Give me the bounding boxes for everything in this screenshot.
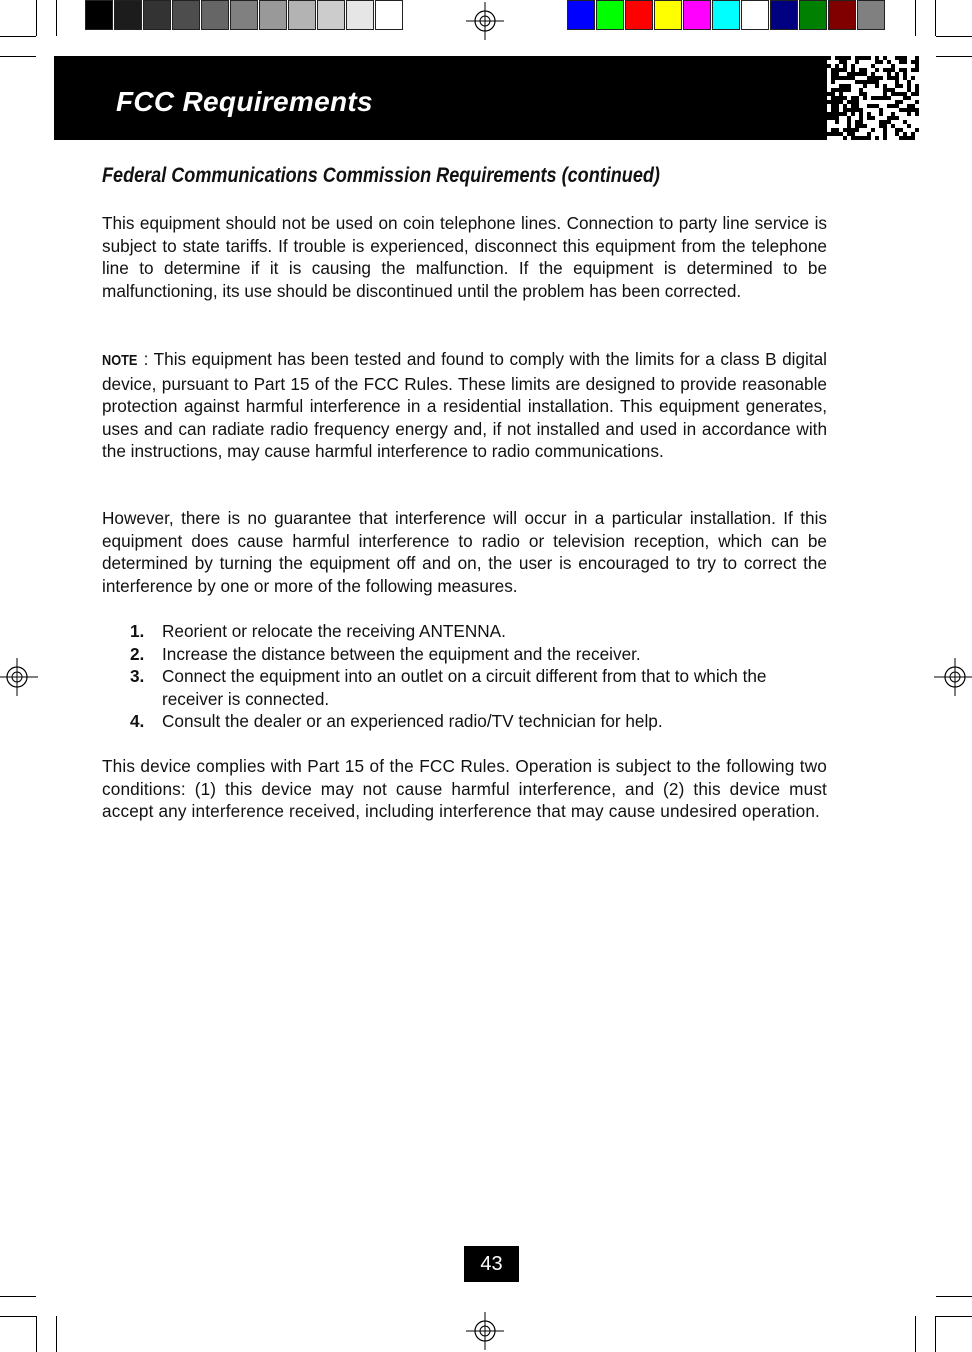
barcode-cell [835,104,839,108]
gray-swatch [288,0,316,30]
barcode-cell [859,108,863,112]
barcode-cell [851,128,855,132]
barcode-cell [827,56,831,60]
list-number: 4. [130,711,145,732]
barcode-cell [891,76,895,80]
barcode-cell [847,108,851,112]
color-swatch [654,0,682,30]
barcode-cell [839,68,843,72]
barcode-cell [843,96,847,100]
barcode-cell [835,100,839,104]
barcode-cell [831,100,835,104]
barcode-cell [863,124,867,128]
barcode-cell [915,84,919,88]
barcode-cell [843,128,847,132]
barcode-cell [827,100,831,104]
barcode-cell [863,84,867,88]
barcode-cell [847,88,851,92]
gray-swatch [375,0,403,30]
gray-swatch [201,0,229,30]
barcode-cell [891,116,895,120]
barcode-cell [855,60,859,64]
barcode-cell [835,72,839,76]
barcode-cell [863,80,867,84]
barcode-cell [879,96,883,100]
barcode-cell [855,104,859,108]
barcode-cell [835,76,839,80]
registration-mark-icon [0,658,38,696]
barcode-cell [847,100,851,104]
gray-swatch [346,0,374,30]
barcode-cell [851,96,855,100]
measures-list [102,620,827,733]
barcode-cell [911,68,915,72]
barcode-cell [867,132,871,136]
barcode-cell [883,128,887,132]
barcode-cell [835,116,839,120]
barcode-cell [843,88,847,92]
barcode-cell [847,124,851,128]
barcode-cell [859,112,863,116]
barcode-cell [907,104,911,108]
barcode-cell [855,136,859,140]
barcode-cell [851,104,855,108]
note-text: : This equipment has been tested and found to comply with the limits for a class B digital device, pursuant to Part 15 of the FCC Rules. These limits are designed to provide reasonable protection against harmful interference in a residential installation. This equipment generates, uses and can radiate radio frequency energy and, if not installed and used in accordance with the instructions, may cause harmful interference to radio communications. [102,349,827,462]
barcode-cell [883,132,887,136]
gray-swatch [143,0,171,30]
barcode-cell [879,108,883,112]
barcode-cell [879,76,883,80]
barcode-cell [915,88,919,92]
barcode-cell [859,124,863,128]
barcode-cell [887,96,891,100]
barcode-cell [871,104,875,108]
barcode-cell [903,72,907,76]
barcode-cell [839,88,843,92]
list-item [102,620,827,643]
barcode-cell [887,116,891,120]
barcode-cell [895,72,899,76]
barcode-cell [903,76,907,80]
barcode-cell [827,64,831,68]
grayscale-calibration-bar [85,0,405,30]
barcode-cell [871,116,875,120]
barcode-cell [831,80,835,84]
barcode-cell [911,132,915,136]
barcode-cell [895,56,899,60]
barcode-cell [907,84,911,88]
barcode-cell [839,100,843,104]
gray-swatch [172,0,200,30]
gray-swatch [317,0,345,30]
barcode-cell [839,132,843,136]
barcode-cell [871,96,875,100]
barcode-cell [835,64,839,68]
barcode-cell [831,116,835,120]
color-swatch [712,0,740,30]
barcode-cell [887,104,891,108]
barcode-cell [883,92,887,96]
barcode-cell [883,136,887,140]
barcode-cell [903,108,907,112]
barcode-cell [851,72,855,76]
barcode-cell [863,72,867,76]
list-item [102,710,827,733]
registration-mark-icon [934,658,972,696]
barcode-cell [831,128,835,132]
barcode-cell [847,56,851,60]
barcode-cell [915,60,919,64]
barcode-cell [867,136,871,140]
list-text: Consult the dealer or an experienced radio/TV technician for help. [162,711,663,732]
barcode-cell [871,72,875,76]
registration-mark-icon [466,2,504,40]
barcode-cell [843,108,847,112]
barcode-cell [891,68,895,72]
barcode-cell [879,120,883,124]
barcode-cell [867,112,871,116]
barcode-cell [875,104,879,108]
gray-swatch [259,0,287,30]
barcode-cell [907,80,911,84]
barcode-cell [847,132,851,136]
barcode-cell [875,80,879,84]
barcode-cell [875,68,879,72]
barcode-cell [887,60,891,64]
color-swatch [596,0,624,30]
barcode-cell [911,136,915,140]
barcode-cell [839,76,843,80]
barcode-cell [903,132,907,136]
paragraph-coin-lines: This equipment should not be used on coin telephone lines. Connection to party line service is subject to state tariffs. If trouble is experienced, disconnect this equipment from the telephone line to determine if it is causing the malfunction. If the equipment is determined to be malfunctioning, its use should be discontinued until the problem has been corrected. [102,213,827,301]
barcode-cell [831,88,835,92]
barcode-cell [859,120,863,124]
barcode-cell [875,56,879,60]
barcode-cell [899,128,903,132]
barcode-pattern [827,56,919,140]
barcode-cell [835,56,839,60]
list-text: Connect the equipment into an outlet on a circuit different from that to which the receiver is connected. [162,666,767,709]
barcode-cell [899,60,903,64]
barcode-cell [855,124,859,128]
barcode-cell [843,68,847,72]
barcode-cell [855,100,859,104]
barcode-cell [891,104,895,108]
barcode-cell [895,100,899,104]
barcode-cell [839,92,843,96]
color-swatch [625,0,653,30]
list-text: Reorient or relocate the receiving ANTENNA. [162,621,506,641]
barcode-cell [883,124,887,128]
barcode-cell [891,88,895,92]
barcode-cell [843,104,847,108]
barcode-cell [903,92,907,96]
barcode-cell [895,116,899,120]
barcode-cell [915,64,919,68]
barcode-cell [839,56,843,60]
barcode-cell [835,128,839,132]
barcode-cell [895,92,899,96]
barcode-cell [915,92,919,96]
barcode-cell [903,60,907,64]
barcode-pattern-icon [827,56,919,140]
barcode-cell [903,120,907,124]
barcode-cell [887,68,891,72]
list-number: 2. [130,643,145,664]
barcode-cell [835,88,839,92]
paragraph-note [102,348,827,463]
color-swatch [741,0,769,30]
barcode-cell [911,76,915,80]
barcode-cell [915,100,919,104]
barcode-cell [847,76,851,80]
barcode-cell [871,64,875,68]
page-title: FCC Requirements [116,86,373,117]
barcode-cell [899,68,903,72]
barcode-cell [895,128,899,132]
barcode-cell [855,128,859,132]
barcode-cell [903,96,907,100]
list-item [102,643,827,666]
barcode-cell [839,60,843,64]
barcode-cell [875,76,879,80]
registration-mark-icon [466,1312,504,1350]
barcode-cell [851,136,855,140]
barcode-cell [831,76,835,80]
barcode-cell [851,64,855,68]
barcode-cell [835,120,839,124]
barcode-cell [911,108,915,112]
barcode-cell [863,136,867,140]
barcode-cell [903,56,907,60]
barcode-cell [851,132,855,136]
section-heading: Federal Communications Commission Requirements (continued) [102,164,660,187]
barcode-cell [843,136,847,140]
barcode-cell [915,108,919,112]
barcode-cell [847,116,851,120]
barcode-cell [875,96,879,100]
barcode-cell [899,84,903,88]
barcode-cell [831,104,835,108]
barcode-cell [903,136,907,140]
barcode-cell [847,128,851,132]
barcode-cell [907,108,911,112]
gray-swatch [85,0,113,30]
barcode-cell [887,76,891,80]
barcode-cell [843,76,847,80]
barcode-cell [859,88,863,92]
barcode-cell [887,88,891,92]
barcode-cell [883,84,887,88]
barcode-cell [843,56,847,60]
barcode-cell [907,124,911,128]
barcode-cell [915,112,919,116]
barcode-cell [855,120,859,124]
barcode-cell [855,96,859,100]
barcode-cell [839,112,843,116]
barcode-cell [831,72,835,76]
barcode-cell [871,76,875,80]
color-swatch [567,0,595,30]
barcode-cell [907,88,911,92]
barcode-cell [891,64,895,68]
barcode-cell [843,112,847,116]
barcode-cell [911,60,915,64]
barcode-cell [875,60,879,64]
barcode-cell [891,124,895,128]
barcode-cell [871,80,875,84]
barcode-cell [855,56,859,60]
paragraph-interference: However, there is no guarantee that interference will occur in a particular installation. If this equipment does cause harmful interference to radio or television reception, which can be determined by turning the equipment off and on, the user is encouraged to try to correct the interference by one or more of the following measures. [102,508,827,596]
barcode-cell [831,92,835,96]
barcode-cell [899,108,903,112]
barcode-cell [827,132,831,136]
barcode-cell [915,128,919,132]
barcode-cell [863,96,867,100]
barcode-cell [883,56,887,60]
barcode-cell [867,104,871,108]
barcode-cell [899,92,903,96]
barcode-cell [875,84,879,88]
barcode-cell [867,116,871,120]
barcode-cell [883,96,887,100]
barcode-cell [831,132,835,136]
barcode-cell [907,96,911,100]
barcode-cell [895,104,899,108]
color-swatch [799,0,827,30]
barcode-cell [911,92,915,96]
barcode-cell [859,136,863,140]
color-swatch [770,0,798,30]
barcode-cell [835,96,839,100]
barcode-cell [859,56,863,60]
barcode-cell [847,84,851,88]
barcode-cell [883,88,887,92]
barcode-cell [859,68,863,72]
color-swatch [828,0,856,30]
barcode-cell [839,96,843,100]
barcode-cell [831,108,835,112]
barcode-cell [847,72,851,76]
barcode-cell [879,124,883,128]
barcode-cell [895,80,899,84]
barcode-cell [827,92,831,96]
barcode-cell [887,120,891,124]
barcode-cell [827,116,831,120]
barcode-cell [851,112,855,116]
barcode-cell [895,84,899,88]
barcode-cell [883,120,887,124]
barcode-cell [887,72,891,76]
barcode-cell [843,84,847,88]
barcode-cell [835,112,839,116]
barcode-cell [867,56,871,60]
barcode-cell [827,112,831,116]
barcode-cell [831,96,835,100]
page-number: 43 [464,1246,519,1282]
barcode-cell [911,104,915,108]
barcode-cell [859,72,863,76]
barcode-cell [851,108,855,112]
barcode-cell [851,76,855,80]
barcode-cell [863,56,867,60]
barcode-cell [891,112,895,116]
color-calibration-bar [567,0,887,30]
gray-swatch [230,0,258,30]
barcode-cell [871,128,875,132]
paragraph-part15: This device complies with Part 15 of the FCC Rules. Operation is subject to the following two conditions: (1) this device may not cause harmful interference, and (2) this device must accept any interference received, including interference that may cause undesired operation. [102,756,827,822]
barcode-cell [899,100,903,104]
barcode-cell [903,68,907,72]
color-swatch [857,0,885,30]
barcode-cell [915,68,919,72]
barcode-cell [859,92,863,96]
barcode-cell [867,80,871,84]
barcode-cell [839,84,843,88]
barcode-cell [907,112,911,116]
color-swatch [683,0,711,30]
list-number: 3. [130,666,145,687]
barcode-cell [895,76,899,80]
barcode-cell [855,80,859,84]
list-number: 1. [130,621,145,641]
barcode-cell [883,68,887,72]
barcode-cell [879,60,883,64]
barcode-cell [835,132,839,136]
gray-swatch [114,0,142,30]
barcode-cell [843,64,847,68]
barcode-cell [855,108,859,112]
barcode-cell [891,92,895,96]
barcode-cell [867,76,871,80]
barcode-cell [915,56,919,60]
list-text: Increase the distance between the equipment and the receiver. [162,643,641,664]
barcode-cell [847,120,851,124]
barcode-cell [831,112,835,116]
barcode-cell [851,100,855,104]
barcode-cell [859,116,863,120]
barcode-cell [851,68,855,72]
barcode-cell [907,136,911,140]
barcode-cell [843,60,847,64]
barcode-cell [899,56,903,60]
barcode-cell [875,136,879,140]
barcode-cell [835,68,839,72]
barcode-cell [879,112,883,116]
barcode-cell [895,132,899,136]
list-item [102,665,827,710]
barcode-cell [859,80,863,84]
barcode-cell [855,72,859,76]
barcode-cell [899,136,903,140]
barcode-cell [863,68,867,72]
note-label: NOTE [102,352,138,369]
barcode-cell [831,68,835,72]
barcode-cell [835,108,839,112]
barcode-cell [863,92,867,96]
